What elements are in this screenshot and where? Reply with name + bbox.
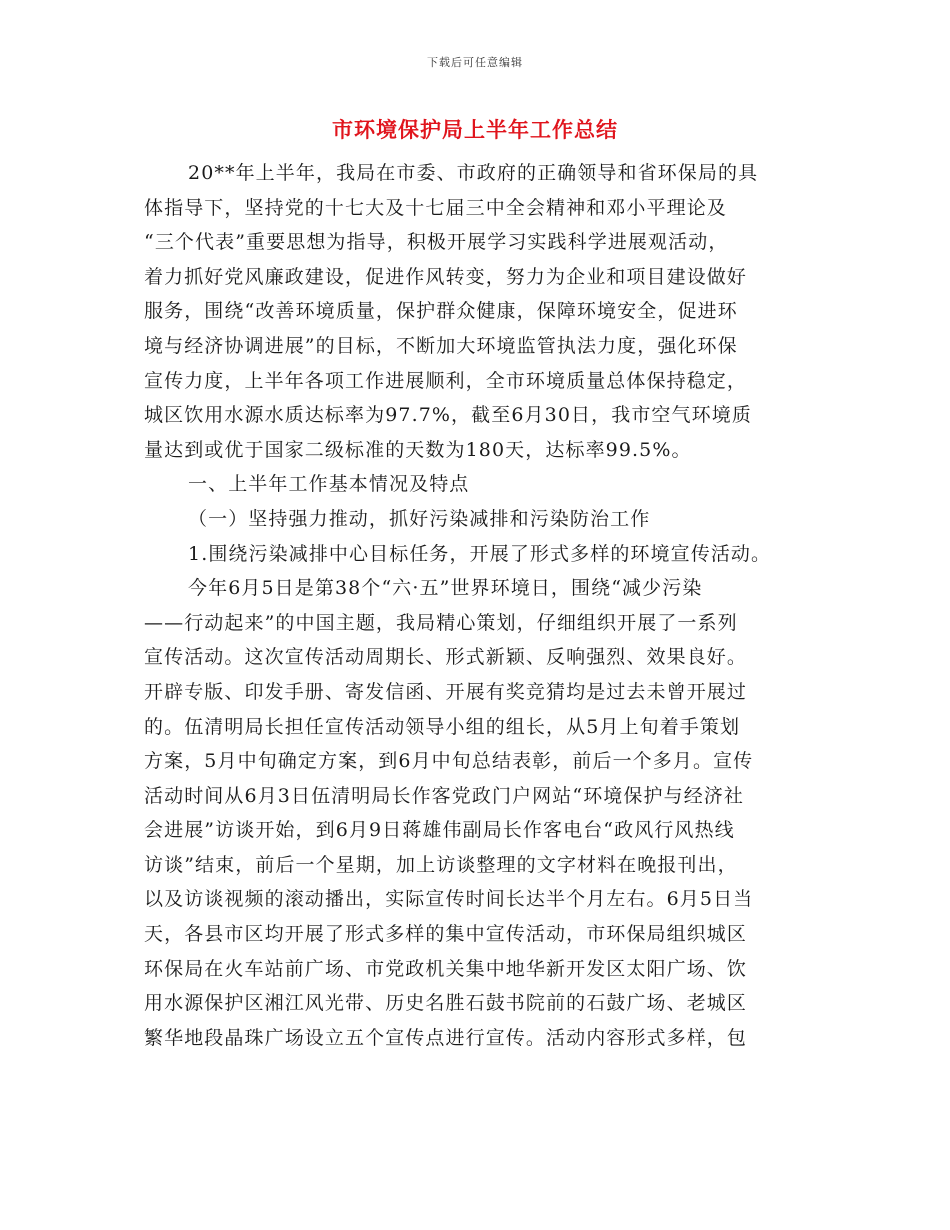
body-line-15: 宣传活动。这次宣传活动周期长、形式新颖、反响强烈、效果良好。 (144, 646, 748, 669)
page-header-note: 下载后可任意编辑 (427, 56, 523, 69)
body-line-19: 活动时间从6月3日伍清明局长作客党政门户网站“环境保护与经济社 (144, 784, 744, 807)
body-line-1: 20**年上半年，我局在市委、市政府的正确领导和省环保局的具 (188, 162, 759, 184)
body-line-25: 用水源保护区湘江风光带、历史名胜石鼓书院前的石鼓广场、老城区 (144, 992, 748, 1015)
body-line-26: 繁华地段晶珠广场设立五个宣传点进行宣传。活动内容形式多样，包 (144, 1026, 748, 1049)
document-body (144, 156, 814, 1055)
body-line-7: 宣传力度，上半年各项工作进展顺利，全市环境质量总体保持稳定， (144, 369, 748, 392)
body-line-16: 开辟专版、印发手册、寄发信函、开展有奖竞猜均是过去未曾开展过 (144, 680, 748, 703)
body-line-18: 方案，5月中旬确定方案，到6月中旬总结表彰，前后一个多月。宣传 (144, 750, 754, 773)
section-heading-1: 一、上半年工作基本情况及特点 (188, 473, 470, 496)
subsection-heading-1: （一）坚持强力推动，抓好污染减排和污染防治工作 (188, 507, 651, 530)
body-line-22: 以及访谈视频的滚动播出，实际宣传时间长达半个月左右。6月5日当 (144, 888, 754, 911)
body-line-20: 会进展”访谈开始，到6月9日蒋雄伟副局长作客电台“政风行风热线 (144, 819, 735, 842)
body-line-23: 天，各县市区均开展了形式多样的集中宣传活动，市环保局组织城区 (144, 923, 748, 946)
body-line-24: 环保局在火车站前广场、市党政机关集中地华新开发区太阳广场、饮 (144, 957, 748, 980)
body-line-3: “三个代表”重要思想为指导，积极开展学习实践科学进展观活动， (144, 231, 729, 254)
body-line-13: 今年6月5日是第38个“六·五”世界环境日，围绕“减少污染 (188, 577, 703, 600)
body-line-2: 体指导下，坚持党的十七大及十七届三中全会精神和邓小平理论及 (144, 196, 727, 219)
body-line-5: 服务，围绕“改善环境质量，保护群众健康，保障环境安全，促进环 (144, 300, 738, 323)
item-heading-1: 1.围绕污染减排中心目标任务，开展了形式多样的环境宣传活动。 (188, 542, 772, 565)
document-title: 市环境保护局上半年工作总结 (332, 117, 618, 142)
body-line-9: 量达到或优于国家二级标准的天数为180天，达标率99.5%。 (144, 438, 692, 461)
body-line-17: 的。伍清明局长担任宣传活动领导小组的组长，从5月上旬着手策划 (144, 715, 741, 738)
body-line-21: 访谈”结束，前后一个星期，加上访谈整理的文字材料在晚报刊出， (144, 853, 738, 876)
body-line-6: 境与经济协调进展”的目标，不断加大环境监管执法力度，强化环保 (144, 334, 738, 357)
body-line-14: ——行动起来”的中国主题，我局精心策划，仔细组织开展了一系列 (144, 611, 738, 634)
body-line-4: 着力抓好党风廉政建设，促进作风转变，努力为企业和项目建设做好 (144, 265, 748, 288)
body-line-8: 城区饮用水源水质达标率为97.7%，截至6月30日，我市空气环境质 (144, 404, 752, 427)
